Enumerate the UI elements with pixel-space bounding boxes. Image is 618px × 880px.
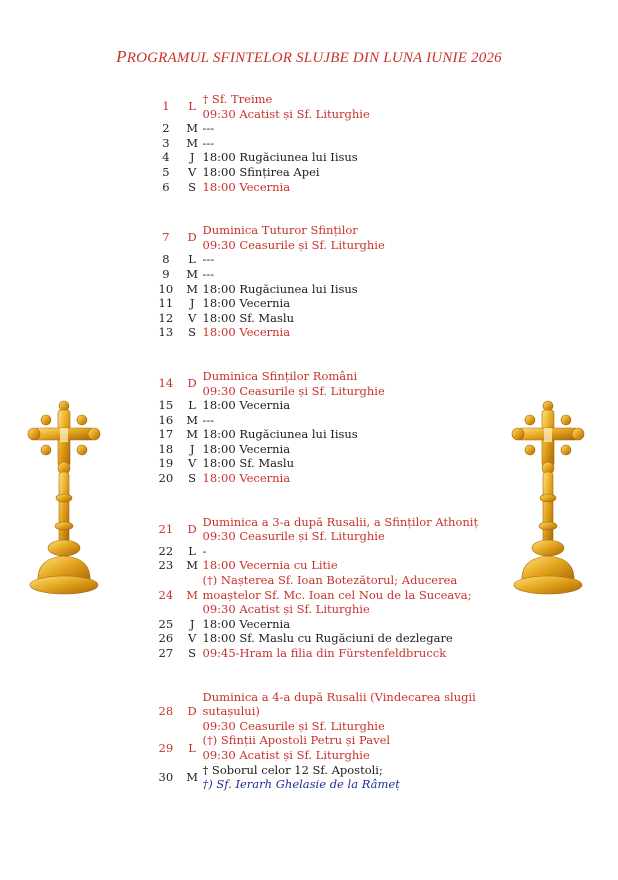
weekday-letter: L	[188, 99, 196, 114]
event-line: Duminica Sfinților Români	[202, 368, 358, 383]
event-cell	[203, 733, 490, 762]
day-number: 16	[158, 412, 174, 427]
day-number: 17	[158, 427, 174, 442]
event-line: 18:00 Rugăciunea lui Iisus	[202, 427, 358, 442]
golden-cross-right-icon	[508, 398, 588, 598]
event-cell	[203, 398, 490, 413]
event-line: ---	[202, 412, 215, 427]
event-line: Duminica a 3-a după Rusalii, a Sfinților Athoniț	[202, 514, 479, 529]
schedule-row	[150, 252, 490, 267]
schedule-row	[150, 223, 490, 252]
day-number: 26	[158, 631, 174, 646]
event-line: sutașului)	[202, 704, 260, 719]
event-cell	[203, 180, 490, 195]
event-line: 18:00 Sfințirea Apei	[202, 164, 320, 179]
title-initial: P	[116, 47, 127, 66]
weekday-letter: M	[186, 427, 199, 442]
weekday-letter: V	[187, 164, 197, 179]
event-cell	[203, 413, 490, 428]
weekday-letter: S	[188, 325, 197, 340]
weekday-letter: J	[189, 150, 195, 165]
event-line: moaștelor Sf. Mc. Ioan cel Nou de la Suceava;	[202, 587, 472, 602]
weekday-letter: V	[187, 310, 197, 325]
schedule-row	[150, 180, 490, 195]
day-number: 2	[162, 121, 170, 136]
event-line: ---	[202, 121, 215, 136]
day-number: 18	[158, 441, 174, 456]
schedule-row	[150, 471, 490, 486]
weekday-letter: J	[189, 616, 195, 631]
weekday-letter: L	[188, 740, 196, 755]
schedule-row	[150, 282, 490, 297]
event-line: 18:00 Rugăciunea lui Iisus	[202, 281, 358, 296]
event-line: 09:30 Acatist și Sf. Liturghie	[202, 747, 370, 762]
weekday-letter: M	[186, 281, 199, 296]
schedule-row	[150, 92, 490, 121]
weekday-letter: D	[187, 230, 197, 245]
day-number: 15	[158, 398, 174, 413]
day-number: 23	[158, 558, 174, 573]
weekday-letter: M	[186, 769, 199, 784]
event-cell	[203, 471, 490, 486]
event-cell	[203, 325, 490, 340]
event-line: 09:30 Acatist și Sf. Liturghie	[202, 602, 370, 617]
event-cell	[203, 515, 490, 544]
schedule-row	[150, 165, 490, 180]
event-line: 18:00 Vecernia	[202, 471, 291, 486]
day-number: 24	[158, 587, 174, 602]
event-line: ---	[202, 252, 215, 267]
schedule-row	[150, 325, 490, 340]
event-line: (†) Sfinții Apostoli Petru și Pavel	[202, 733, 391, 748]
event-cell	[203, 558, 490, 573]
event-cell	[203, 252, 490, 267]
schedule-row	[150, 413, 490, 428]
event-cell	[203, 544, 490, 559]
event-line: 18:00 Vecernia	[202, 325, 291, 340]
event-line: 09:45-Hram la filia din Fürstenfeldbrucck	[202, 646, 447, 660]
day-number: 28	[158, 704, 174, 719]
event-cell	[203, 369, 490, 398]
event-cell	[203, 282, 490, 297]
event-line: ---	[202, 266, 215, 281]
schedule-row	[150, 690, 490, 734]
schedule-row	[150, 646, 490, 661]
event-cell	[203, 121, 490, 136]
event-cell	[203, 165, 490, 180]
day-number: 14	[158, 376, 174, 391]
weekday-letter: M	[186, 558, 199, 573]
event-cell	[203, 296, 490, 311]
schedule-row	[150, 442, 490, 457]
day-number: 7	[162, 230, 170, 245]
event-cell	[203, 267, 490, 282]
event-line: 18:00 Vecernia	[202, 398, 291, 413]
schedule-row	[150, 573, 490, 617]
schedule-row	[150, 763, 490, 792]
event-cell	[203, 646, 490, 661]
weekday-letter: L	[188, 398, 196, 413]
weekday-letter: D	[187, 376, 197, 391]
schedule-row	[150, 150, 490, 165]
day-number: 29	[158, 740, 174, 755]
event-line: 09:30 Ceasurile și Sf. Liturghie	[202, 718, 385, 733]
golden-cross-left-icon	[24, 398, 104, 598]
day-number: 5	[162, 164, 170, 179]
event-cell	[203, 311, 490, 326]
event-line: 18:00 Sf. Maslu	[202, 310, 294, 325]
day-number: 12	[158, 310, 174, 325]
schedule-row	[150, 427, 490, 442]
schedule-row	[150, 267, 490, 282]
event-cell	[203, 223, 490, 252]
event-cell	[203, 150, 490, 165]
event-cell	[203, 690, 490, 734]
schedule-row	[150, 369, 490, 398]
event-cell	[203, 573, 490, 617]
weekday-letter: M	[186, 266, 199, 281]
day-number: 21	[158, 521, 174, 536]
weekday-letter: L	[188, 543, 196, 558]
event-line: 18:00 Rugăciunea lui Iisus	[202, 150, 358, 165]
event-line: 09:30 Ceasurile și Sf. Liturghie	[202, 383, 385, 398]
event-line: -	[202, 543, 207, 558]
weekday-letter: M	[186, 121, 199, 136]
event-line: 09:30 Ceasurile și Sf. Liturghie	[202, 529, 385, 544]
event-cell	[203, 427, 490, 442]
day-number: 22	[158, 543, 174, 558]
day-number: 13	[158, 325, 174, 340]
event-line: ---	[202, 135, 215, 150]
schedule-row	[150, 733, 490, 762]
event-line: Duminica Tuturor Sfinților	[202, 223, 358, 238]
weekday-letter: L	[188, 252, 196, 267]
day-number: 27	[158, 646, 174, 660]
event-line: † Soborul celor 12 Sf. Apostoli;	[202, 762, 383, 777]
weekday-letter: S	[188, 179, 197, 194]
schedule-row	[150, 398, 490, 413]
day-number: 11	[158, 296, 174, 311]
event-cell	[203, 631, 490, 646]
event-line: (†) Nașterea Sf. Ioan Botezătorul; Aducerea	[202, 573, 458, 588]
weekday-letter: S	[188, 471, 197, 486]
event-line: 18:00 Vecernia	[202, 441, 291, 456]
weekday-letter: M	[186, 135, 199, 150]
schedule-row	[150, 631, 490, 646]
schedule-row	[150, 296, 490, 311]
schedule-row	[150, 515, 490, 544]
event-line: 18:00 Sf. Maslu cu Rugăciuni de dezlegare	[202, 631, 453, 646]
page-title	[0, 47, 618, 67]
event-line: †) Sf. Ierarh Ghelasie de la Râmeț	[202, 777, 400, 792]
event-cell	[203, 617, 490, 632]
weekday-letter: V	[187, 456, 197, 471]
weekday-letter: M	[186, 412, 199, 427]
week-group	[150, 369, 490, 486]
event-line: Duminica a 4-a după Rusalii (Vindecarea slugii	[202, 689, 476, 704]
day-number: 6	[162, 179, 170, 194]
week-group	[150, 223, 490, 340]
weekday-letter: J	[189, 441, 195, 456]
weekday-letter: M	[186, 587, 199, 602]
week-group	[150, 515, 490, 661]
event-line: 18:00 Vecernia cu Litie	[202, 558, 338, 573]
weekday-letter: J	[189, 296, 195, 311]
event-cell	[203, 456, 490, 471]
event-line: 09:30 Acatist și Sf. Liturghie	[202, 106, 370, 121]
title-rest: ROGRAMUL SFINTELOR SLUJBE DIN LUNA IUNIE 2026	[126, 50, 502, 66]
day-number: 30	[158, 769, 174, 784]
schedule-list	[150, 92, 490, 821]
event-cell	[203, 92, 490, 121]
week-group	[150, 690, 490, 792]
event-cell	[203, 136, 490, 151]
schedule-row	[150, 121, 490, 136]
day-number: 19	[158, 456, 174, 471]
day-number: 3	[162, 135, 170, 150]
day-number: 20	[158, 471, 174, 486]
event-line: 18:00 Vecernia	[202, 296, 291, 311]
schedule-row	[150, 544, 490, 559]
schedule-row	[150, 617, 490, 632]
event-line: 18:00 Sf. Maslu	[202, 456, 294, 471]
day-number: 8	[162, 252, 170, 267]
event-cell	[203, 763, 490, 792]
schedule-row	[150, 136, 490, 151]
schedule-row	[150, 311, 490, 326]
weekday-letter: S	[188, 646, 197, 660]
event-line: 18:00 Vecernia	[202, 616, 291, 631]
day-number: 10	[158, 281, 174, 296]
event-line: 18:00 Vecernia	[202, 179, 291, 194]
event-line: 09:30 Ceasurile și Sf. Liturghie	[202, 237, 385, 252]
event-cell	[203, 442, 490, 457]
weekday-letter: V	[187, 631, 197, 646]
event-line: † Sf. Treime	[202, 92, 273, 106]
week-group	[150, 92, 490, 194]
day-number: 25	[158, 616, 174, 631]
day-number: 9	[162, 266, 170, 281]
schedule-row	[150, 456, 490, 471]
day-number: 1	[162, 99, 170, 114]
weekday-letter: D	[187, 704, 197, 719]
day-number: 4	[162, 150, 170, 165]
weekday-letter: D	[187, 521, 197, 536]
schedule-row	[150, 558, 490, 573]
